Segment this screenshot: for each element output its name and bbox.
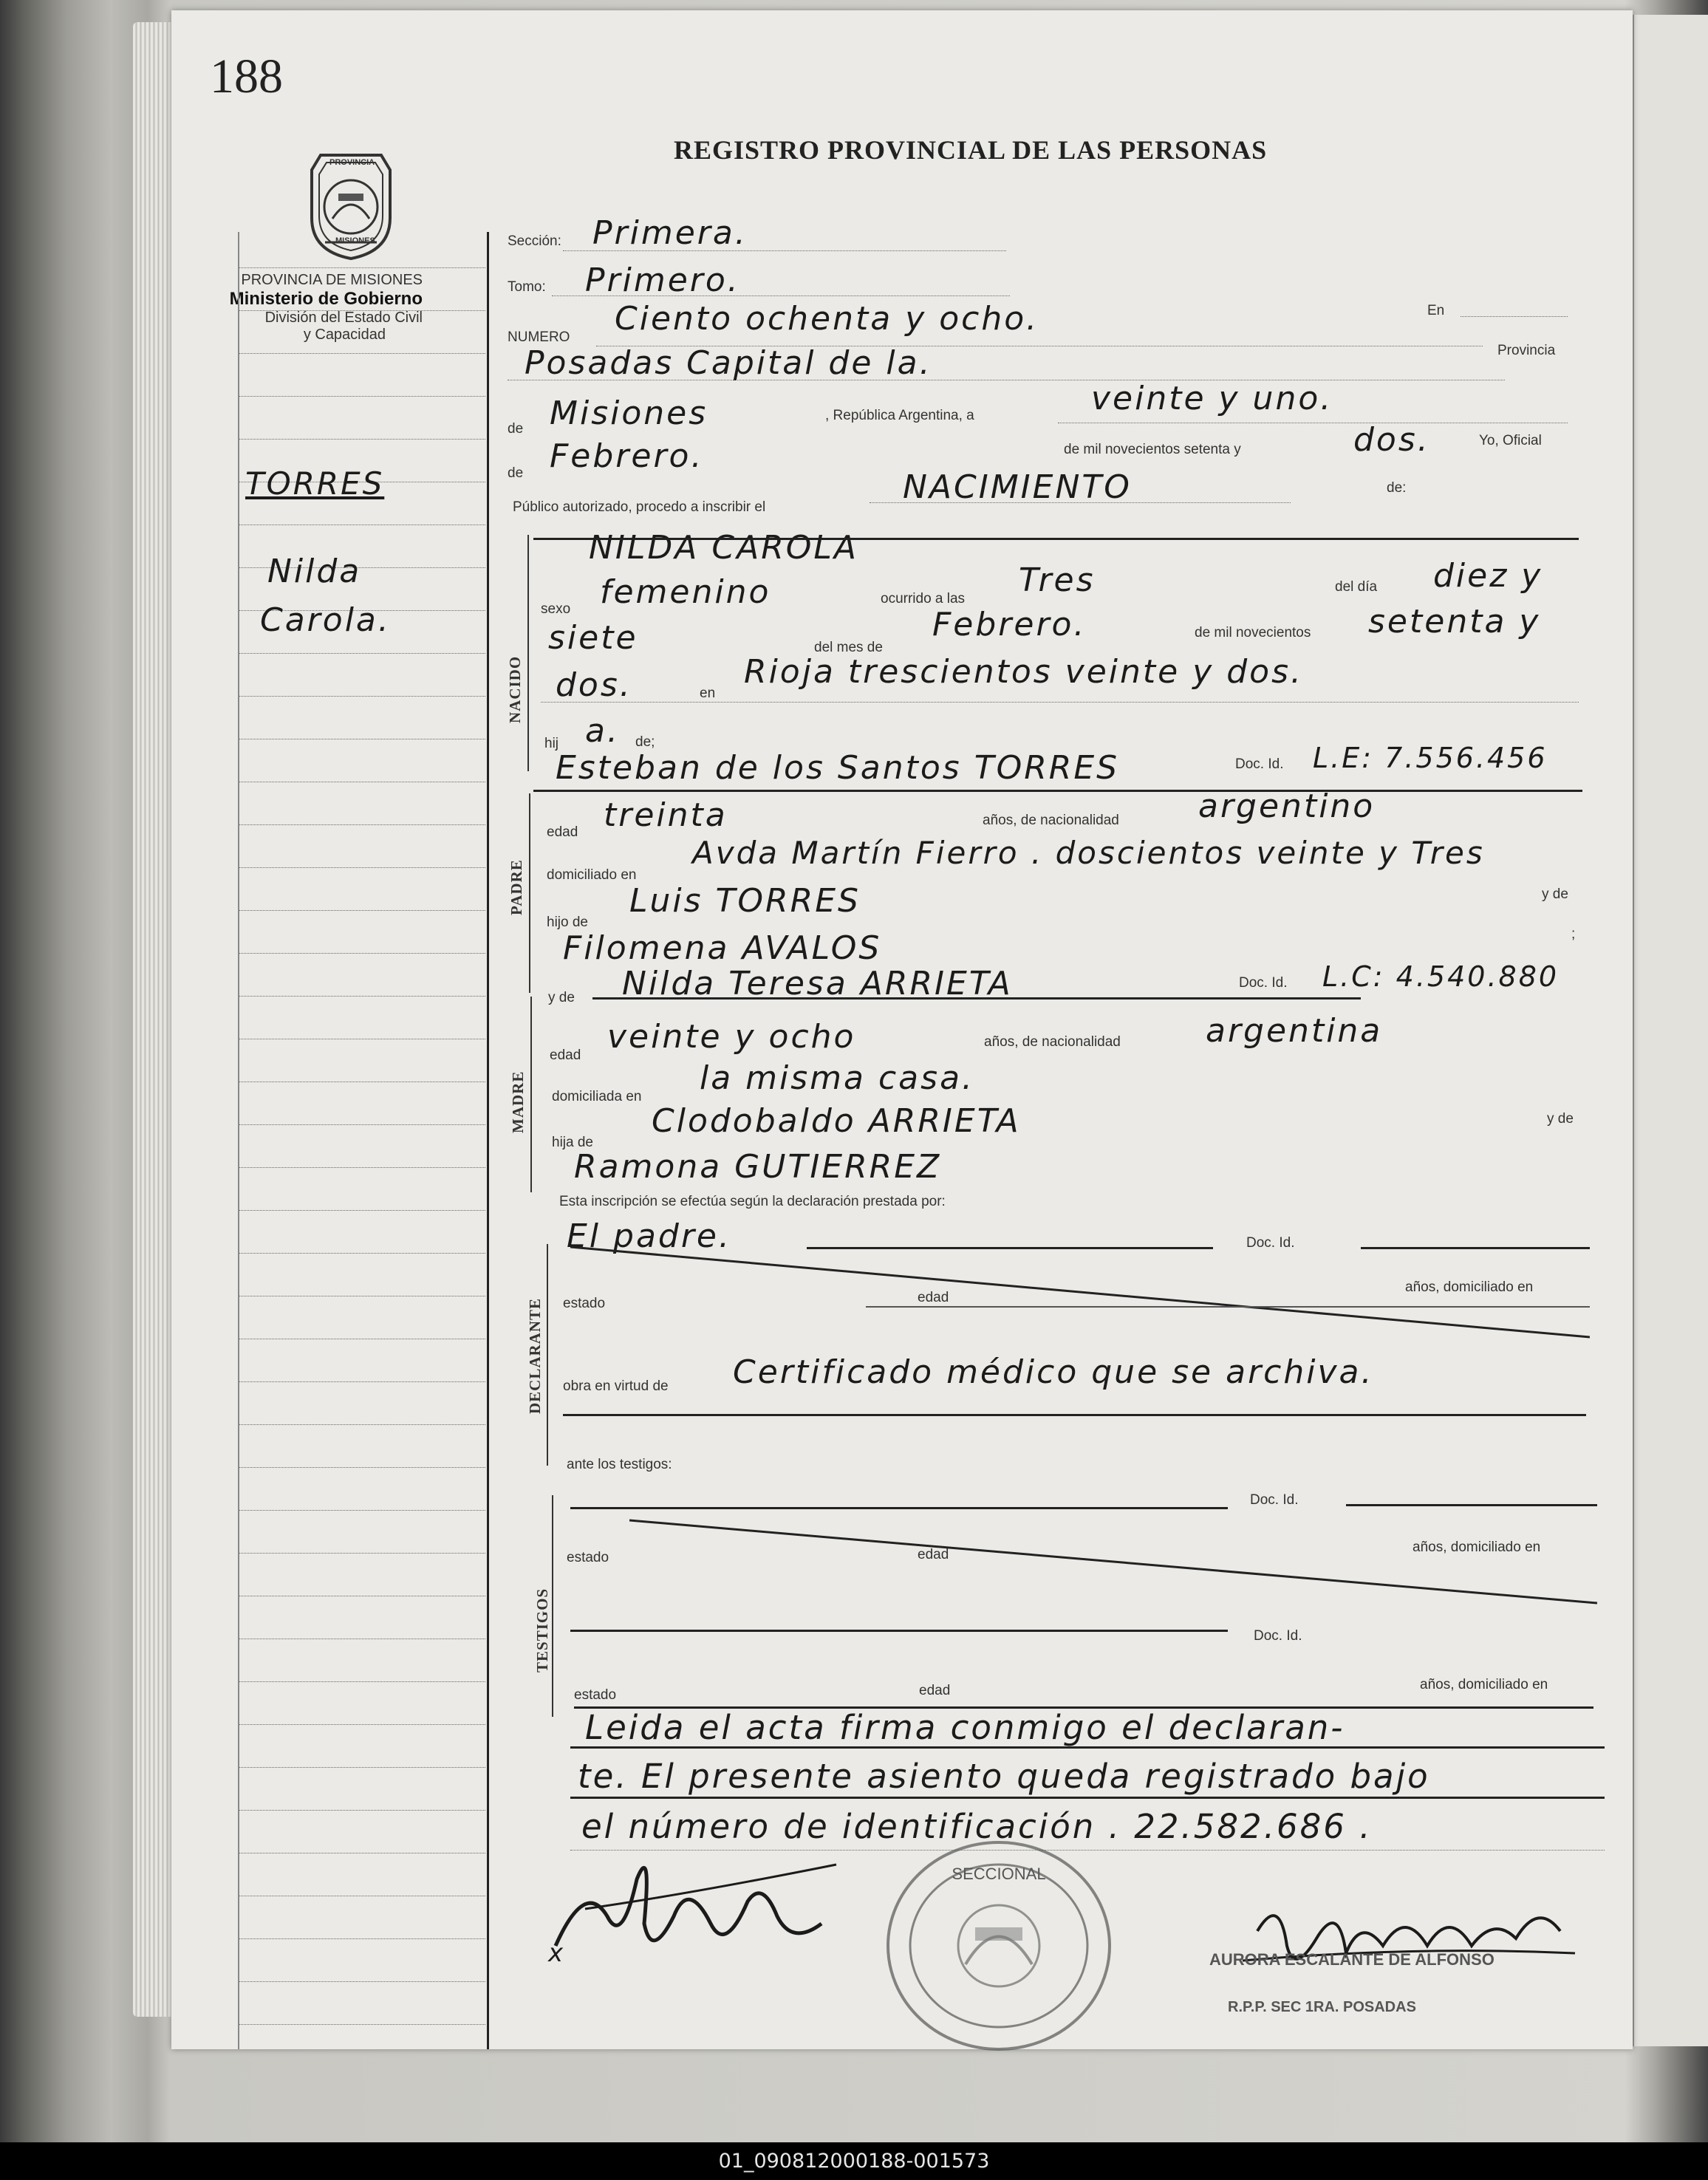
label-nac-padre: años, de nacionalidad [983,813,1119,828]
label-nac-madre: años, de nacionalidad [984,1034,1121,1050]
label-en-nacimiento: en [700,686,716,701]
seal-top-text: PROVINCIA [329,158,375,167]
margin-rule-line [239,1510,485,1511]
label-edad-testigo2: edad [919,1683,951,1698]
label-publico: Público autorizado, procedo a inscribir el [513,499,766,515]
margin-rule-line [239,1467,485,1468]
value-mes-nacimiento: Febrero. [932,606,1087,643]
value-acto: NACIMIENTO [903,468,1132,506]
value-dia-nacimiento-1: diez y [1433,557,1543,595]
line-testigo1 [570,1507,1228,1509]
value-mes-inscripcion: Febrero. [550,437,704,475]
declarante-obra: Certificado médico que se archiva. [733,1353,1374,1391]
facing-page-edge [1633,15,1708,2046]
padre-edad: treinta [604,796,728,834]
label-del-mes: del mes de [814,640,883,655]
label-doc-testigo1: Doc. Id. [1250,1492,1299,1508]
label-domiciliado-testigo2: años, domiciliado en [1420,1677,1548,1692]
margin-rule-line [239,1681,485,1682]
margin-rule-line [239,396,485,397]
value-anio-nacimiento-2: dos. [556,666,632,704]
line-acto [870,502,1291,503]
label-y-de-padre: y de [1542,886,1568,902]
label-sexo: sexo [541,601,571,617]
nota-line-1: Leida el acta firma conmigo el declaran- [585,1708,1345,1747]
section-label-madre: MADRE [509,1070,527,1133]
margin-rule-line [239,910,485,911]
value-hora: Tres [1019,561,1096,599]
authority-division-1: División del Estado Civil [264,310,423,326]
label-doc-padre: Doc. Id. [1235,756,1284,772]
margin-rule-line [239,1253,485,1254]
label-doc-testigo2: Doc. Id. [1254,1628,1302,1644]
label-domiciliada: domiciliada en [552,1089,642,1104]
value-inscripto: NILDA CAROLA [589,529,859,567]
margin-first-name: Nilda [267,553,362,590]
label-yo-oficial: Yo, Oficial [1479,433,1542,448]
line-madre-nombre [592,997,1361,1000]
line-testigo2 [570,1630,1228,1632]
seal-bottom-text: MISIONES [335,236,375,245]
cancel-stroke-testigos [629,1517,1597,1606]
margin-rule-line [239,1724,485,1725]
value-sexo: femenino [600,573,771,611]
cancel-stroke-declarante [570,1244,1590,1340]
margin-rule-line [239,1553,485,1554]
madre-doc: L.C: 4.540.880 [1322,960,1560,993]
nota-line-2: te. El presente asiento queda registrado bajo [578,1757,1430,1796]
label-de-provincia: de [508,421,524,437]
label-del-dia: del día [1335,579,1378,595]
label-de-semi: de; [635,734,655,750]
section-bracket-declarante [547,1244,548,1466]
margin-rule-line [239,1981,485,1982]
document-page [171,10,1633,2049]
margin-rule-line [239,696,485,697]
label-hija-de: hija de [552,1135,593,1150]
official-stamp-line-2: R.P.P. SEC 1RA. POSADAS [1228,1999,1416,2015]
margin-divider-rule [487,232,489,2049]
value-anio-inscripcion: dos. [1353,421,1430,459]
value-numero: Ciento ochenta y ocho. [615,300,1039,338]
margin-rule-line [239,1124,485,1125]
line-nota-2 [570,1797,1605,1799]
label-domiciliado-testigo1: años, domiciliado en [1412,1540,1541,1555]
line-obra [563,1414,1586,1416]
nota-line-3: el número de identificación . 22.582.686 . [581,1807,1373,1846]
label-doc-madre: Doc. Id. [1239,975,1288,991]
label-domiciliado-padre: domiciliado en [547,867,637,883]
label-edad-madre: edad [550,1048,581,1063]
label-en: En [1427,303,1445,318]
value-tomo: Primero. [585,262,740,299]
official-stamp-line-1: AURORA ESCALANTE DE ALFONSO [1209,1950,1494,1969]
value-provincia: Misiones [550,394,708,432]
page-number: 188 [210,49,283,103]
label-doc-declarante: Doc. Id. [1246,1235,1295,1251]
padre-padre: Luis TORRES [629,882,861,920]
value-anio-nacimiento-1: setenta y [1368,603,1541,640]
label-edad-declarante: edad [918,1290,949,1305]
section-bracket-nacido [527,535,529,771]
section-label-padre: PADRE [508,859,525,915]
label-de-mil-setenta: de mil novecientos setenta y [1064,442,1241,457]
label-seccion: Sección: [508,233,561,249]
label-de-mes: de [508,465,524,481]
section-bracket-padre [529,793,530,993]
section-label-declarante: DECLARANTE [526,1297,544,1414]
official-signature [1235,1887,1582,1990]
margin-rule-line [239,996,485,997]
section-label-testigos: TESTIGOS [533,1588,551,1672]
line-doc-testigo1 [1346,1504,1597,1506]
authority-block [186,272,423,344]
margin-rule-line [239,267,485,268]
margin-rule-line [239,1938,485,1939]
madre-nacionalidad: argentina [1206,1012,1383,1050]
label-estado-testigo1: estado [567,1550,609,1565]
declarante-quien: El padre. [567,1217,731,1255]
margin-second-name: Carola. [260,601,391,639]
padre-nombre: Esteban de los Santos TORRES [556,749,1120,787]
padre-madre: Filomena AVALOS [563,929,882,967]
label-domiciliado-declarante: años, domiciliado en [1405,1279,1534,1295]
round-official-seal [881,1835,1117,2057]
seal-text: SECCIONAL [952,1865,1046,1883]
margin-rule-line [239,867,485,868]
value-hij-suffix: a. [585,712,620,750]
value-dia-inscripcion: veinte y uno. [1091,380,1333,417]
header-title: REGISTRO PROVINCIAL DE LAS PERSONAS [674,135,1268,165]
margin-rule-line [239,1810,485,1811]
margin-rule-line [239,953,485,954]
margin-rule-line [239,353,485,354]
label-numero: NUMERO [508,329,570,345]
line-nota-1 [570,1746,1605,1749]
margin-rule-line [239,653,485,654]
value-seccion: Primera. [592,214,748,252]
section-label-nacido: NACIDO [506,655,524,723]
label-estado-declarante: estado [563,1296,606,1311]
label-tomo: Tomo: [508,279,546,295]
padre-doc: L.E: 7.556.456 [1313,742,1548,774]
label-de-colon: de: [1387,480,1407,496]
margin-rule-line [239,310,485,311]
value-lugar-nacimiento: Rioja trescientos veinte y dos. [744,653,1303,691]
label-hijo-de: hijo de [547,915,588,930]
label-esta-inscripcion: Esta inscripción se efectúa según la declaración prestada por: [559,1194,946,1209]
margin-rule-line [239,824,485,825]
authority-ministry: Ministerio de Gobierno [229,289,423,309]
madre-madre: Ramona GUTIERREZ [574,1148,942,1186]
line-padre-nombre [533,790,1582,792]
line-inscripto [533,538,1579,540]
label-obra-virtud: obra en virtud de [563,1378,669,1394]
authority-division-2: y Capacidad [303,327,386,343]
line-nacimiento-lugar [541,702,1579,703]
madre-domicilio: la misma casa. [700,1059,975,1097]
margin-rule-line [239,2024,485,2025]
label-ocurrido: ocurrido a las [881,591,966,606]
label-edad-testigo1: edad [918,1547,949,1562]
page-stack-edge [133,22,177,2017]
margin-rule-line [239,439,485,440]
value-lugar: Posadas Capital de la. [525,344,932,382]
madre-padre: Clodobaldo ARRIETA [652,1102,1021,1140]
madre-edad: veinte y ocho [607,1018,856,1056]
left-margin-rule [238,232,239,2049]
label-edad-padre: edad [547,824,578,840]
label-provincia: Provincia [1497,343,1556,358]
label-estado-testigo2: estado [574,1687,617,1703]
section-bracket-testigos [552,1495,553,1717]
label-y-de-madre: y de [548,990,575,1005]
image-id-caption: 01_090812000188-001573 [0,2142,1708,2180]
label-republica: , República Argentina, a [825,408,974,423]
declarant-signature [541,1835,851,1983]
label-semicolon: ; [1571,926,1576,942]
margin-rule-line [239,1767,485,1768]
authority-province: PROVINCIA DE MISIONES [241,272,423,288]
madre-nombre: Nilda Teresa ARRIETA [622,965,1013,1002]
padre-domicilio: Avda Martín Fierro . doscientos veinte y Tres [692,835,1485,871]
label-de-mil-nov: de mil novecientos [1195,625,1311,640]
margin-surname: TORRES [245,465,385,502]
label-y-de-madre2: y de [1547,1111,1574,1127]
margin-rule-line [239,1210,485,1211]
section-bracket-madre [530,997,532,1192]
padre-nacionalidad: argentino [1198,787,1376,825]
signature-x-mark: x [548,1938,566,1968]
value-dia-nacimiento-2: siete [548,619,638,657]
margin-rule-line [239,1381,485,1382]
margin-rule-line [239,1424,485,1425]
label-hij: hij [544,736,559,751]
margin-rule-line [239,1167,485,1168]
label-ante-testigos: ante los testigos: [567,1457,672,1472]
line-en [1461,316,1568,317]
